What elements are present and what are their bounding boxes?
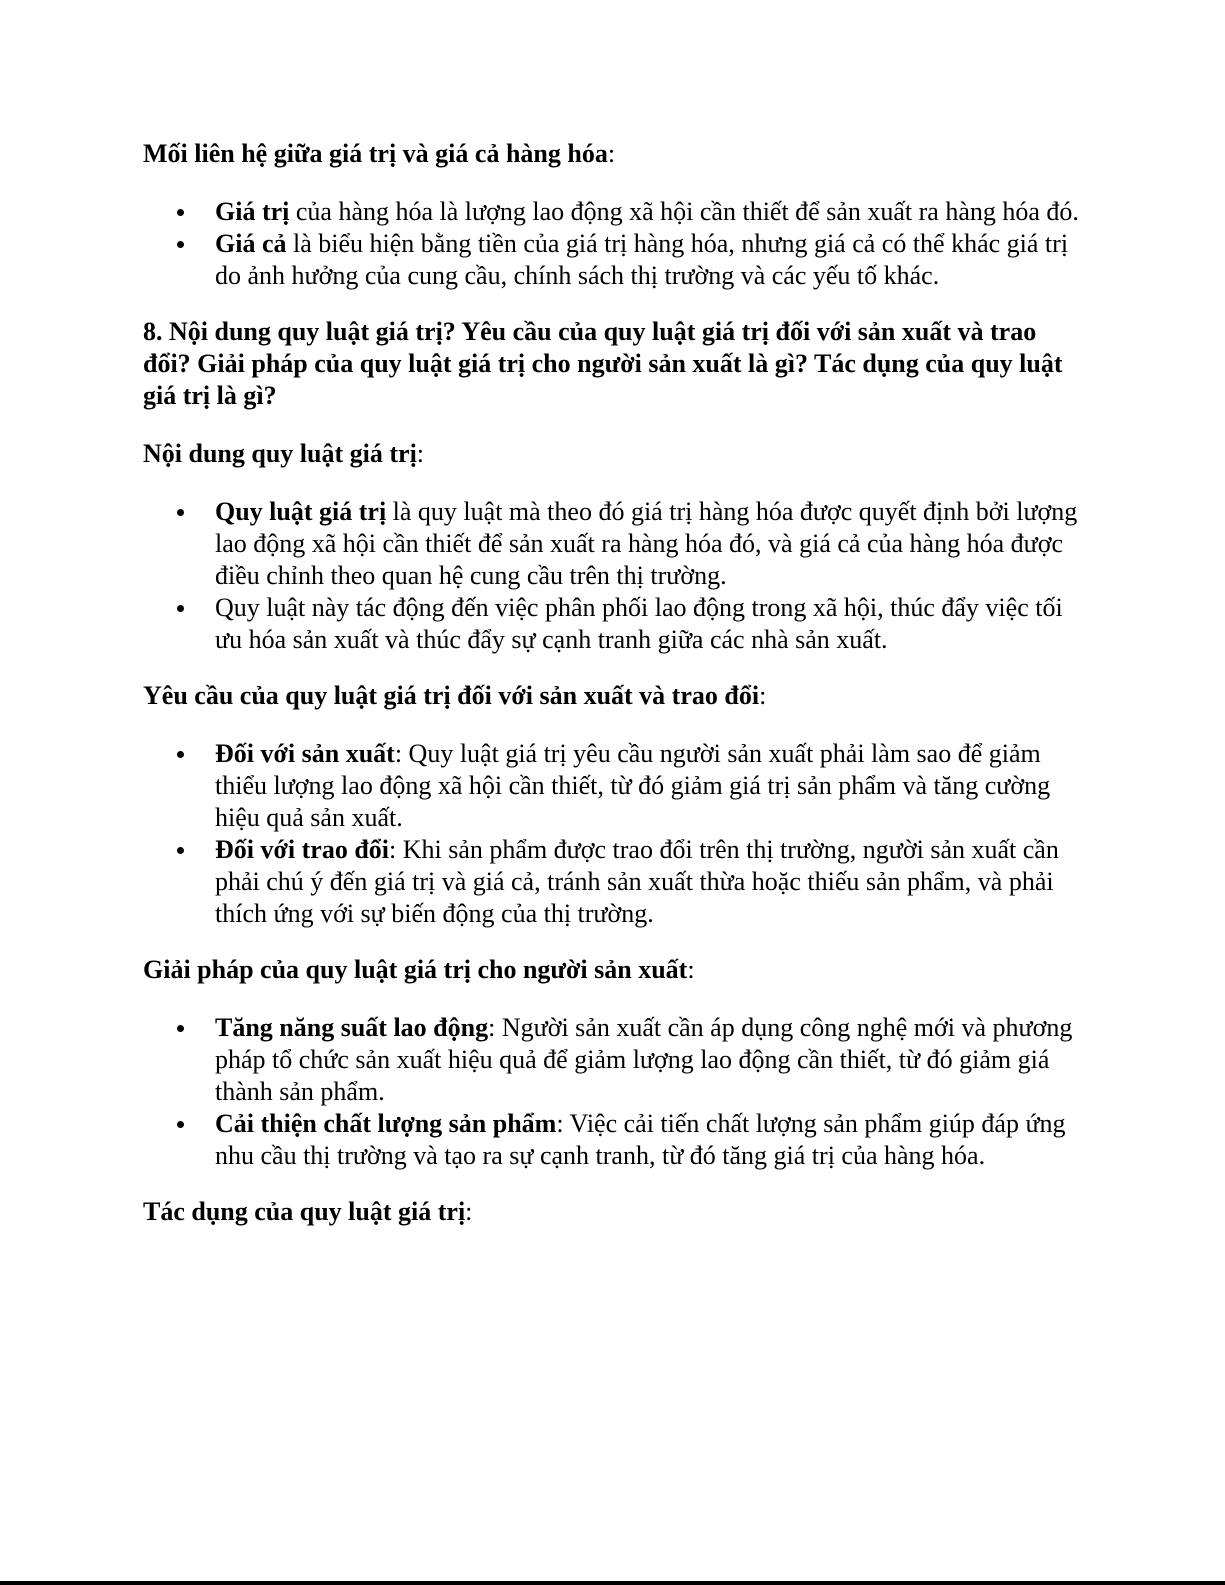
bullet-list-requirements <box>143 738 1083 930</box>
bullet-icon <box>177 751 184 758</box>
page-bottom-border <box>0 1581 1225 1585</box>
list-item: Quy luật này tác động đến việc phân phối lao động trong xã hội, thúc đẩy việc tối ưu hóa sản xuất và thúc đẩy sự cạnh tranh giữa các nhà sản xuất. <box>143 592 1083 656</box>
list-item: Cải thiện chất lượng sản phẩm: Việc cải tiến chất lượng sản phẩm giúp đáp ứng nhu cầu thị trường và tạo ra sự cạnh tranh, từ đó tăng giá trị của hàng hóa. <box>143 1108 1083 1172</box>
bullet-icon <box>177 241 184 248</box>
list-item: Tăng năng suất lao động: Người sản xuất cần áp dụng công nghệ mới và phương pháp tổ chức sản xuất hiệu quả để giảm lượng lao động cần thiết, từ đó giảm giá thành sản phẩm. <box>143 1012 1083 1108</box>
bullet-list-solutions <box>143 1012 1083 1172</box>
bullet-list-content <box>143 496 1083 656</box>
list-item: Đối với sản xuất: Quy luật giá trị yêu cầu người sản xuất phải làm sao để giảm thiểu lượng lao động xã hội cần thiết, từ đó giảm giá trị sản phẩm và tăng cường hiệu quả sản xuất. <box>143 738 1083 834</box>
list-item: Đối với trao đổi: Khi sản phẩm được trao đổi trên thị trường, người sản xuất cần phải chú ý đến giá trị và giá cả, tránh sản xuất thừa hoặc thiếu sản phẩm, và phải thích ứng với sự biến động của thị trường. <box>143 834 1083 930</box>
bullet-icon <box>177 509 184 516</box>
list-item: Giá cả là biểu hiện bằng tiền của giá trị hàng hóa, nhưng giá cả có thể khác giá trị do ảnh hưởng của cung cầu, chính sách thị trường và các yếu tố khác. <box>143 228 1083 292</box>
bullet-icon <box>177 209 184 216</box>
bullet-icon <box>177 847 184 854</box>
bullet-list-relationship <box>143 196 1083 292</box>
section-heading-requirements: Yêu cầu của quy luật giá trị đối với sản xuất và trao đổi: <box>143 681 767 710</box>
section-heading-content: Nội dung quy luật giá trị: <box>143 439 425 468</box>
document-page <box>143 138 1083 1228</box>
section-heading-solutions: Giải pháp của quy luật giá trị cho người sản xuất: <box>143 955 695 984</box>
question-heading: 8. Nội dung quy luật giá trị? Yêu cầu của quy luật giá trị đối với sản xuất và trao đổi? Giải pháp của quy luật giá trị cho người sản xuất là gì? Tác dụng của quy luật giá trị là gì? <box>143 317 1063 410</box>
section-heading-effects: Tác dụng của quy luật giá trị: <box>143 1197 473 1226</box>
list-item: Quy luật giá trị là quy luật mà theo đó giá trị hàng hóa được quyết định bởi lượng lao động xã hội cần thiết để sản xuất ra hàng hóa đó, và giá cả của hàng hóa được điều chỉnh theo quan hệ cung cầu trên thị trường. <box>143 496 1083 592</box>
list-item: Giá trị của hàng hóa là lượng lao động xã hội cần thiết để sản xuất ra hàng hóa đó. <box>143 196 1083 228</box>
bullet-icon <box>177 1121 184 1128</box>
bullet-icon <box>177 605 184 612</box>
section-heading-relationship: Mối liên hệ giữa giá trị và giá cả hàng hóa: <box>143 139 616 168</box>
bullet-icon <box>177 1025 184 1032</box>
